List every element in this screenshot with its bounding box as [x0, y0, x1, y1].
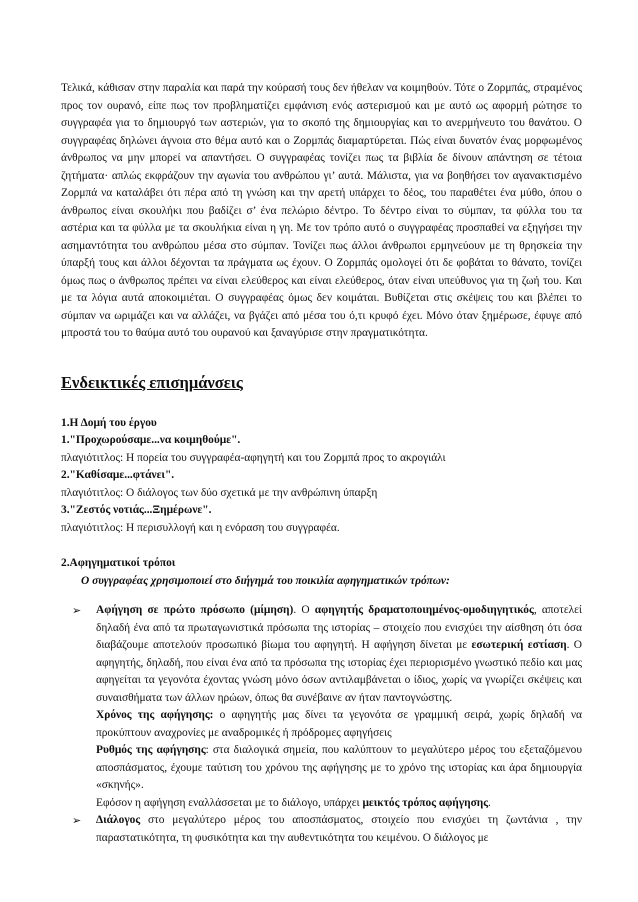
bullet-text: .: [488, 796, 491, 809]
bullet-paragraph: [96, 795, 582, 813]
narrative-subtitle-text: Ο συγγραφέας χρησιμοποιεί στο διήγημά του ποικιλία αφηγηματικών τρόπων:: [81, 574, 450, 587]
bullet-bold-term: Διάλογος: [96, 814, 141, 826]
bullet-dialogue: [61, 812, 582, 847]
arrowhead-bullet-icon: ➢: [72, 604, 82, 617]
structure-part-subtitle: πλαγιότιτλος: Η περισυλλογή και η ενόραση του συγγραφέα.: [61, 521, 340, 534]
narrative-bullet-list: [61, 602, 582, 847]
structure-part-title: 2."Καθίσαμε...φτάνει".: [61, 469, 175, 481]
section-heading: Ενδεικτικές επισημάνσεις: [61, 372, 243, 392]
structure-part-title: 3."Ζεστός νοτιάς...Ξημέρωνε".: [61, 504, 212, 516]
bullet-text: Εφόσον η αφήγηση εναλλάσσεται με το διάλογο, υπάρχει: [96, 796, 363, 809]
bullet-paragraph: [96, 602, 582, 707]
bullet-text: στο μεγαλύτερο μέρος του αποσπάσματος, στοιχείο που ενισχύει τη ζωντάνια , την παραστατικότητα, τη φυσικότητα και την αυθεντικότητα του κειμένου. Ο διάλογος με: [96, 814, 582, 844]
bullet-text: : στα διαλογικά σημεία, που καλύπτουν το μεγαλύτερο μέρος του εξεταζόμενου αποσπάσματος, έχουμε ταύτιση του χρόνου της αφήγησης με το χρόνο της ιστορίας και άρα δημιουργία «σκηνής».: [96, 744, 582, 791]
bullet-bold-term: μεικτός τρόπος αφήγησης: [362, 796, 489, 809]
bullet-text: . Ο: [293, 604, 315, 616]
bullet-bold-term: Χρόνος της αφήγησης:: [96, 709, 214, 721]
structure-part-subtitle: πλαγιότιτλος: Ο διάλογος των δύο σχετικά με την ανθρώπινη ύπαρξη: [61, 486, 378, 499]
bullet-text: ο αφηγητής μας δίνει τα γεγονότα σε γραμμική σειρά, χωρίς δηλαδή να προκύπτουν αναχρονίες με αναδρομικές ή πρόδρομες αφηγήσεις: [96, 709, 583, 739]
page-content: [61, 80, 582, 847]
bullet-paragraph: [96, 742, 582, 795]
narrative-subtitle: [61, 573, 582, 591]
structure-part-subtitle: πλαγιότιτλος: Η πορεία του συγγραφέα-αφηγητή και του Ζορμπά προς το ακρογιάλι: [61, 451, 446, 464]
arrowhead-bullet-icon: ➢: [72, 814, 82, 827]
bullet-paragraph: [96, 812, 582, 847]
narrative-title: 2.Αφηγηματικοί τρόποι: [61, 557, 176, 569]
structure-title: 1.Η Δομή του έργου: [61, 416, 157, 429]
bullet-text: . Ο αφηγητής, δηλαδή, που είναι ένα από τα πρόσωπα της ιστορίας έχει περιορισμένο γνωστικό πεδίο και μας αφηγείται τα γεγονότα έχοντας γνώση μόνο όσων αντιλαμβάνεται ο ίδιος, χωρίς να γνωρίζει σκέψεις και συναισθήματα των άλλων ηρώων, όπως θα συνέβαινε αν ήταν παντογνώστης.: [96, 639, 583, 704]
bullet-bold-term: εσωτερική εστίαση: [471, 639, 567, 651]
intro-paragraph: Τελικά, κάθισαν στην παραλία και παρά την κούρασή τους δεν ήθελαν να κοιμηθούν. Τότε ο Ζορμπάς, στραμένος προς τον ουρανό, είπε πως τον προβληματίζει εμφάνιση ενός αστερισμού και με αυτό ως αφορμή ρώτησε το συγγραφέα για το δημιουργό των αστεριών, για το σκοπό της δημιουργίας και το ανερμήνευτο του θανάτου. Ο συγγραφέας δηλώνει άγνοια στο θέμα αυτό και ο Ζορμπάς διαμαρτύρεται. Πώς είναι δυνατόν ένας μορφωμένος άνθρωπος να μην μπορεί να απαντήσει. Ο συγγραφέας τονίζει πως τα βιβλία δε δίνουν απάντηση σε τέτοια ζητήματα· απλώς εκφράζουν την αγωνία του ανθρώπου γι’ αυτά. Μάλιστα, για να βοηθήσει τον αγανακτισμένο Ζορμπά να καταλάβει ότι πέρα από τη γνώση και την αρετή υπάρχει το δέος, του παραθέτει ένα μύθο, όπου ο άνθρωπος είναι σκουλήκι που βαδίζει σ’ ένα πελώριο δέντρο. Το δέντρο είναι το σύμπαν, τα φύλλα του τα αστέρια και τα φύλλα με τα σκουλήκια είναι η γη. Με τον τρόπο αυτό ο συγγραφέας προσπαθεί να εξηγήσει την ασημαντότητα του ανθρώπου μέσα στο σύμπαν. Τονίζει πως άλλοι άνθρωποι ερμηνεύουν με τη θρησκεία την ύπαρξή τους και άλλοι δέχονται τα πράγματα ως έχουν. Ο Ζορμπάς ομολογεί ότι δε φοβάται το θάνατο, τονίζει όμως πως ο άνθρωπος πρέπει να είναι ελεύθερος και είναι ελεύθερος, όταν είναι υπεύθυνος για τη ζωή του. Και με τα λόγια αυτά αποκοιμιέται. Ο συγγραφέας όμως δεν κοιμάται. Βυθίζεται στις σκέψεις του και βλέπει το σύμπαν να ωριμάζει και να αλλάζει, να βγάζει από μέσα του ό,τι κρυφό έχει. Μόνο όταν ξημέρωσε, έφυγε από μπροστά του το θαύμα αυτό του ουρανού και ξαναγύρισε στην πραγματικότητα.: [61, 82, 582, 339]
structure-part-title: 1."Προχωρούσαμε...να κοιμηθούμε".: [61, 434, 241, 446]
bullet-text: , αποτελεί δηλαδή ένα από τα πρωταγωνιστικά πρόσωπα της ιστορίας – στοιχείο που ενισχύει την αίσθηση ότι όσα διαβάζουμε αποτελούν προσωπικό βίωμα του αφηγητή. Η αφήγηση δίνεται με: [96, 604, 582, 651]
bullet-first-person: [61, 602, 582, 812]
bullet-paragraph: [96, 707, 582, 742]
structure-block: [61, 415, 582, 538]
narrative-block: [61, 555, 582, 847]
bullet-bold-term: Ρυθμός της αφήγησης: [96, 744, 206, 756]
bullet-bold-term: αφηγητής δραματοποιημένος-ομοδιηγητικός: [314, 604, 534, 616]
bullet-bold-term: Αφήγηση σε πρώτο πρόσωπο (μίμηση): [96, 604, 294, 616]
